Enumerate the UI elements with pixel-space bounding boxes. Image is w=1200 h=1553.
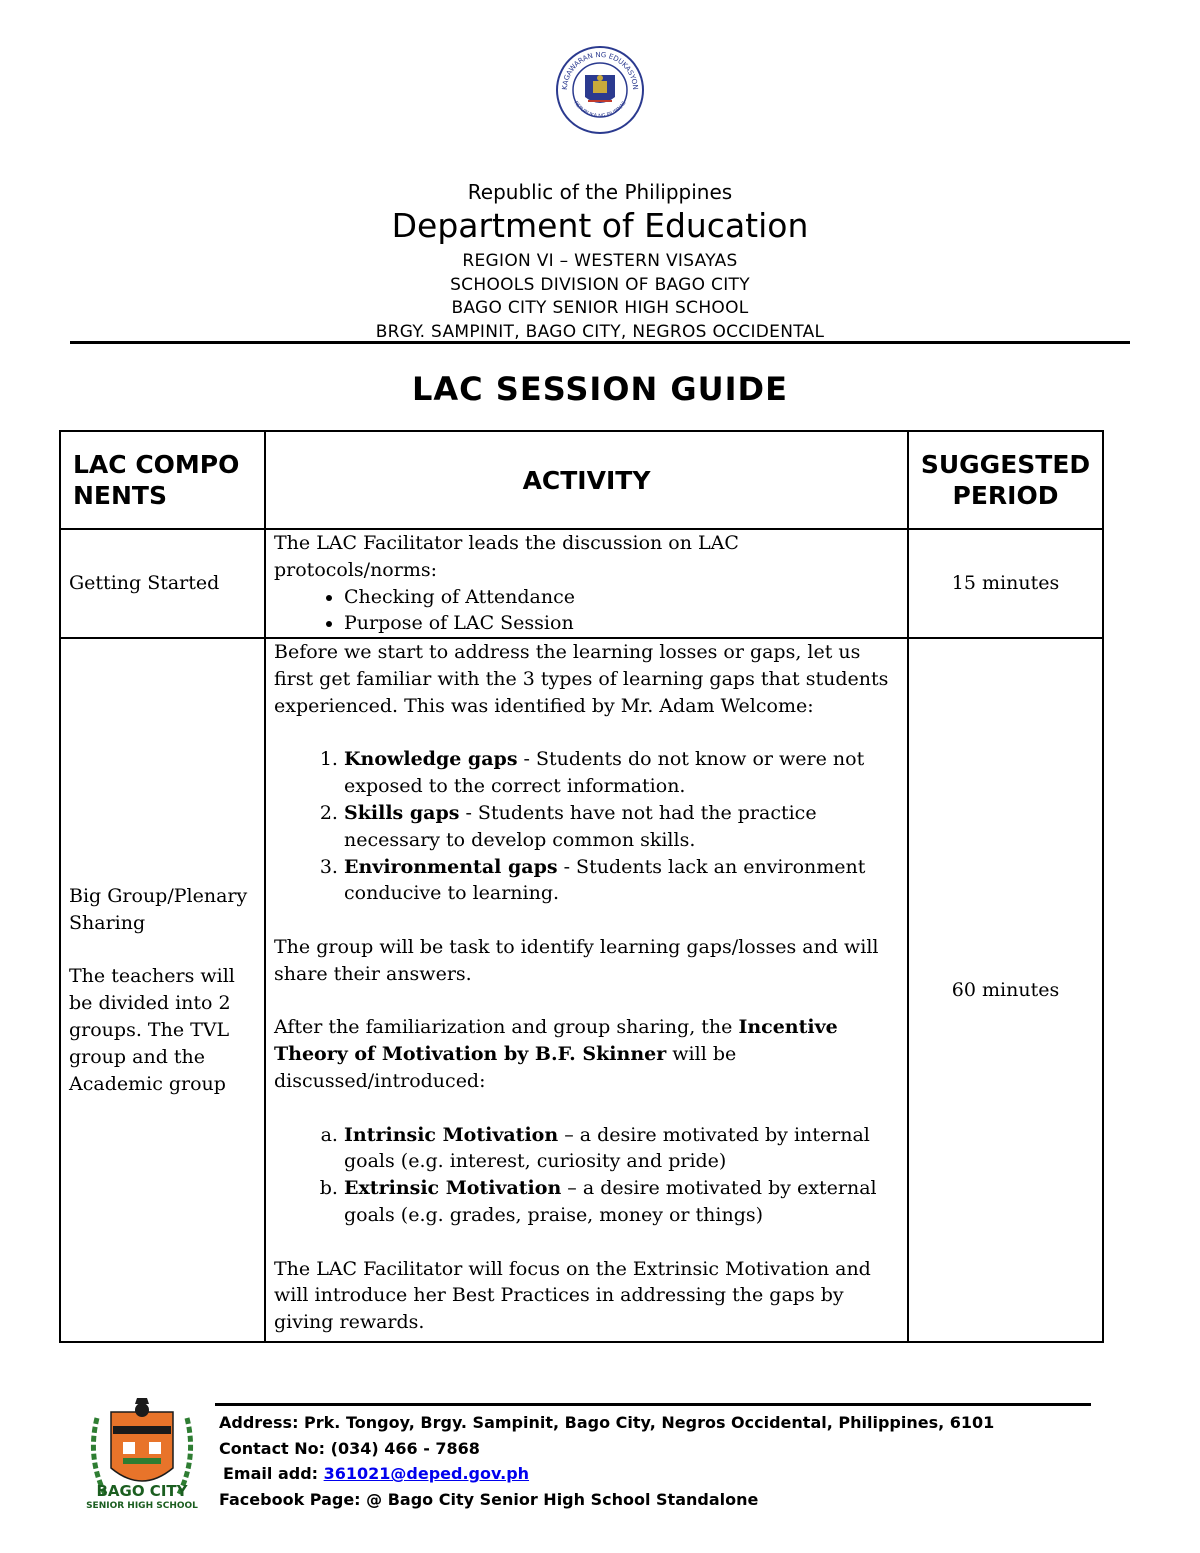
motivation-desc: – a desire motivated by external goals (e.g. grades, praise, money or things) <box>344 1177 877 1226</box>
component-note: The teachers will be divided into 2 groups. The TVL group and the Academic group <box>69 965 235 1095</box>
period-getting-started: 15 minutes <box>908 529 1103 638</box>
contact-label: Contact No: <box>219 1438 331 1458</box>
footer-email <box>219 1461 994 1487</box>
email-link[interactable]: 361021@deped.gov.ph <box>323 1464 530 1483</box>
footer-address <box>219 1410 994 1436</box>
facebook-value: @ Bago City Senior High School Standalone <box>366 1489 759 1509</box>
footer-contact-number <box>219 1436 994 1462</box>
list-item <box>344 746 899 800</box>
department-name: Department of Education <box>391 206 809 245</box>
gap-desc: - Students have not had the practice necessary to develop common skills. <box>344 801 817 851</box>
svg-text:REPUBLIKA NG PILIPINAS: REPUBLIKA NG PILIPINAS <box>572 100 628 120</box>
gap-term: Skills gaps <box>344 801 460 824</box>
header-divider <box>70 341 1130 344</box>
list-item: • Checking of Attendance <box>344 584 899 611</box>
school-logo-sub: SENIOR HIGH SCHOOL <box>86 1501 198 1511</box>
theory-name: Incentive Theory of Motivation by B.F. Skinner <box>274 1016 838 1066</box>
list-item <box>344 800 899 854</box>
svg-text:KAGAWARAN NG EDUKASYON: KAGAWARAN NG EDUKASYON <box>560 50 640 91</box>
header-activity: ACTIVITY <box>265 431 908 529</box>
footer-divider <box>215 1403 1091 1406</box>
list-item <box>344 1175 899 1229</box>
period-big-group: 60 minutes <box>908 638 1103 1342</box>
gaps-intro: Before we start to address the learning losses or gaps, let us first get familiar with the 3 types of learning gaps that students experienced. This was identified by Mr. Adam Welcome: <box>274 641 889 717</box>
school-logo-name: BAGO CITY <box>96 1482 188 1500</box>
list-item <box>344 1122 899 1176</box>
gap-desc: - Students lack an environment conducive to learning. <box>344 855 866 905</box>
motivation-desc: – a desire motivated by internal goals (e.g. interest, curiosity and pride) <box>344 1123 870 1173</box>
header-lac-components: LAC COMPONENTS <box>60 431 265 529</box>
school-line: BAGO CITY SENIOR HIGH SCHOOL <box>451 298 749 318</box>
division-line: SCHOOLS DIVISION OF BAGO CITY <box>450 274 750 295</box>
session-guide-table <box>59 430 1104 1343</box>
theory-pre: After the familiarization and group sharing, the <box>274 1016 739 1039</box>
activity-intro: The LAC Facilitator leads the discussion on LAC protocols/norms: <box>274 532 739 581</box>
activity-getting-started <box>265 529 908 638</box>
component-big-group <box>60 638 265 1342</box>
table-row <box>60 529 1103 638</box>
component-getting-started: Getting Started <box>60 529 265 638</box>
letterhead <box>0 178 1200 344</box>
gap-desc: - Students do not know or were not exposed to the correct information. <box>344 748 865 798</box>
school-logo <box>83 1398 201 1516</box>
gap-term: Knowledge gaps <box>344 748 518 771</box>
school-address-line: BRGY. SAMPINIT, BAGO CITY, NEGROS OCCIDENTAL <box>375 321 825 342</box>
email-label: Email add: <box>223 1464 324 1483</box>
facebook-label: Facebook Page: <box>219 1489 367 1509</box>
theory-paragraph <box>274 1014 899 1094</box>
deped-seal-logo <box>555 45 645 135</box>
region-line: REGION VI – WESTERN VISAYAS <box>462 251 738 271</box>
footer-facebook <box>219 1487 994 1513</box>
document-title: LAC SESSION GUIDE <box>412 370 788 408</box>
contact-value: (034) 466 - 7868 <box>330 1438 480 1458</box>
theory-post: will be discussed/introduced: <box>274 1043 737 1092</box>
table-row <box>60 638 1103 1342</box>
learning-gaps-list <box>274 746 899 907</box>
group-task: The group will be task to identify learning gaps/losses and will share their answers. <box>274 935 879 985</box>
footer-contact <box>219 1410 994 1512</box>
header-suggested-period: SUGGESTED PERIOD <box>908 431 1103 529</box>
motivation-term: Intrinsic Motivation <box>344 1123 559 1146</box>
list-item <box>344 854 899 908</box>
gap-term: Environmental gaps <box>344 855 558 878</box>
table-header-row <box>60 431 1103 529</box>
activity-big-group <box>265 638 908 1342</box>
list-item: • Purpose of LAC Session <box>344 610 899 637</box>
closing-paragraph: The LAC Facilitator will focus on the Extrinsic Motivation and will introduce her Best Practices in addressing the gaps by giving rewards. <box>274 1257 871 1334</box>
component-title: Big Group/Plenary Sharing <box>69 885 248 934</box>
address-value: Prk. Tongoy, Brgy. Sampinit, Bago City, Negros Occidental, Philippines, 6101 <box>304 1413 995 1432</box>
motivation-term: Extrinsic Motivation <box>344 1177 562 1200</box>
address-label: Address: <box>219 1413 305 1432</box>
motivation-list <box>274 1122 899 1229</box>
protocol-list <box>274 584 899 638</box>
republic-line: Republic of the Philippines <box>467 180 733 204</box>
